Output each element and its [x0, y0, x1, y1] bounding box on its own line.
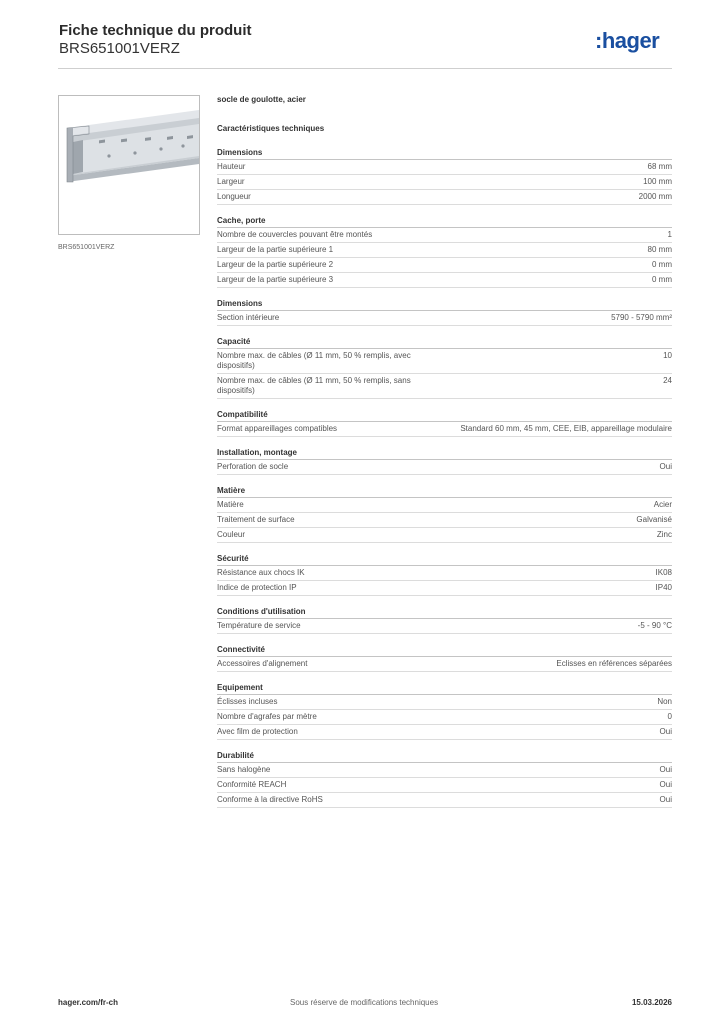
- spec-value: IP40: [655, 583, 672, 592]
- spec-value: 0 mm: [652, 260, 672, 269]
- section-title: Matière: [217, 485, 672, 498]
- spec-label: Largeur de la partie supérieure 1: [217, 245, 334, 254]
- spec-label: Accessoires d'alignement: [217, 659, 308, 668]
- spec-value: Zinc: [656, 530, 672, 539]
- spec-label: Nombre max. de câbles (Ø 11 mm, 50 % remplis, avec dispositifs): [217, 351, 411, 370]
- spec-label: Section intérieure: [217, 313, 280, 322]
- section-title: Equipement: [217, 682, 672, 695]
- footer-date: 15.03.2026: [631, 998, 672, 1007]
- spec-row: [217, 175, 672, 190]
- spec-section: [217, 682, 672, 740]
- spec-row: [217, 778, 672, 793]
- spec-section: [217, 336, 672, 399]
- spec-value: Non: [657, 697, 672, 706]
- spec-row: [217, 657, 672, 672]
- spec-value: Oui: [659, 462, 672, 471]
- spec-value: 2000 mm: [638, 192, 672, 201]
- spec-row: [217, 258, 672, 273]
- footer-website[interactable]: hager.com/fr-ch: [58, 998, 119, 1007]
- spec-value: Oui: [659, 727, 672, 736]
- spec-row: [217, 513, 672, 528]
- spec-label: Résistance aux chocs IK: [217, 568, 305, 577]
- section-title: Connectivité: [217, 644, 672, 657]
- spec-label: Longueur: [217, 192, 251, 201]
- spec-row: [217, 710, 672, 725]
- spec-value: -5 - 90 °C: [637, 621, 672, 630]
- spec-value: Galvanisé: [636, 515, 672, 524]
- section-title: Conditions d'utilisation: [217, 606, 672, 619]
- spec-label: Perforation de socle: [217, 462, 289, 471]
- spec-section: [217, 409, 672, 437]
- hager-logo: :hager: [595, 28, 660, 53]
- spec-row: [217, 725, 672, 740]
- spec-label: Indice de protection IP: [217, 583, 297, 592]
- spec-value: Oui: [659, 780, 672, 789]
- product-description: socle de goulotte, acier: [217, 95, 306, 104]
- spec-label: Sans halogène: [217, 765, 271, 774]
- spec-section: [217, 606, 672, 634]
- spec-label: Matière: [217, 500, 244, 509]
- spec-section: [217, 553, 672, 596]
- spec-heading: Caractéristiques techniques: [217, 124, 325, 133]
- spec-label: Conforme à la directive RoHS: [217, 795, 323, 804]
- spec-row: [217, 311, 672, 326]
- section-title: Compatibilité: [217, 409, 672, 422]
- spec-value: 1: [667, 230, 672, 239]
- spec-row: [217, 695, 672, 710]
- spec-value: 24: [663, 376, 672, 385]
- page-title: Fiche technique du produit: [59, 22, 252, 39]
- spec-label: Température de service: [217, 621, 301, 630]
- spec-label: Hauteur: [217, 162, 246, 171]
- product-reference: BRS651001VERZ: [59, 40, 180, 57]
- spec-label: Conformité REACH: [217, 780, 287, 789]
- spec-label: Couleur: [217, 530, 246, 539]
- section-title: Dimensions: [217, 298, 672, 311]
- spec-value: 68 mm: [647, 162, 672, 171]
- spec-label: Largeur de la partie supérieure 3: [217, 275, 334, 284]
- image-caption: BRS651001VERZ: [58, 244, 115, 251]
- section-title: Dimensions: [217, 147, 672, 160]
- spec-row: [217, 422, 672, 437]
- section-title: Installation, montage: [217, 447, 672, 460]
- spec-column: [217, 94, 672, 818]
- spec-value: IK08: [655, 568, 672, 577]
- spec-label: Avec film de protection: [217, 727, 298, 736]
- spec-label: Largeur de la partie supérieure 2: [217, 260, 334, 269]
- spec-label: Traitement de surface: [217, 515, 295, 524]
- spec-label: Largeur: [217, 177, 245, 186]
- spec-row: [217, 581, 672, 596]
- spec-row: [217, 228, 672, 243]
- spec-label: Éclisses incluses: [217, 697, 278, 706]
- spec-value: Oui: [659, 795, 672, 804]
- spec-section: [217, 644, 672, 672]
- spec-label: Nombre de couvercles pouvant être montés: [217, 230, 373, 239]
- spec-row: [217, 374, 672, 399]
- spec-row: [217, 190, 672, 205]
- spec-row: [217, 273, 672, 288]
- spec-row: [217, 243, 672, 258]
- spec-section: [217, 447, 672, 475]
- spec-row: [217, 460, 672, 475]
- section-title: Cache, porte: [217, 215, 672, 228]
- spec-section: [217, 147, 672, 205]
- spec-section: [217, 298, 672, 326]
- spec-label: Nombre d'agrafes par mètre: [217, 712, 317, 721]
- spec-value: 100 mm: [643, 177, 672, 186]
- spec-value: 0 mm: [652, 275, 672, 284]
- spec-value: 80 mm: [647, 245, 672, 254]
- spec-row: [217, 793, 672, 808]
- spec-section: [217, 215, 672, 288]
- spec-value: 10: [663, 351, 672, 360]
- spec-value: Acier: [653, 500, 672, 509]
- spec-value: 0: [667, 712, 672, 721]
- spec-label: Format appareillages compatibles: [217, 424, 338, 433]
- spec-row: [217, 763, 672, 778]
- spec-sections: [217, 147, 672, 808]
- spec-row: [217, 498, 672, 513]
- spec-value: Eclisses en références séparées: [556, 659, 672, 668]
- spec-section: [217, 485, 672, 543]
- spec-row: [217, 349, 672, 374]
- spec-value: Standard 60 mm, 45 mm, CEE, EIB, appareillage modulaire: [460, 424, 672, 433]
- spec-row: [217, 160, 672, 175]
- section-title: Durabilité: [217, 750, 672, 763]
- spec-section: [217, 750, 672, 808]
- section-title: Sécurité: [217, 553, 672, 566]
- product-image: [58, 95, 200, 235]
- section-title: Capacité: [217, 336, 672, 349]
- spec-row: [217, 566, 672, 581]
- header-divider: [58, 68, 672, 69]
- footer-disclaimer: Sous réserve de modifications techniques: [290, 998, 439, 1007]
- spec-row: [217, 619, 672, 634]
- spec-value: 5790 - 5790 mm²: [611, 313, 672, 322]
- spec-label: Nombre max. de câbles (Ø 11 mm, 50 % remplis, sans dispositifs): [217, 376, 411, 395]
- cable-trunking-photo-icon: [59, 96, 199, 234]
- spec-value: Oui: [659, 765, 672, 774]
- spec-row: [217, 528, 672, 543]
